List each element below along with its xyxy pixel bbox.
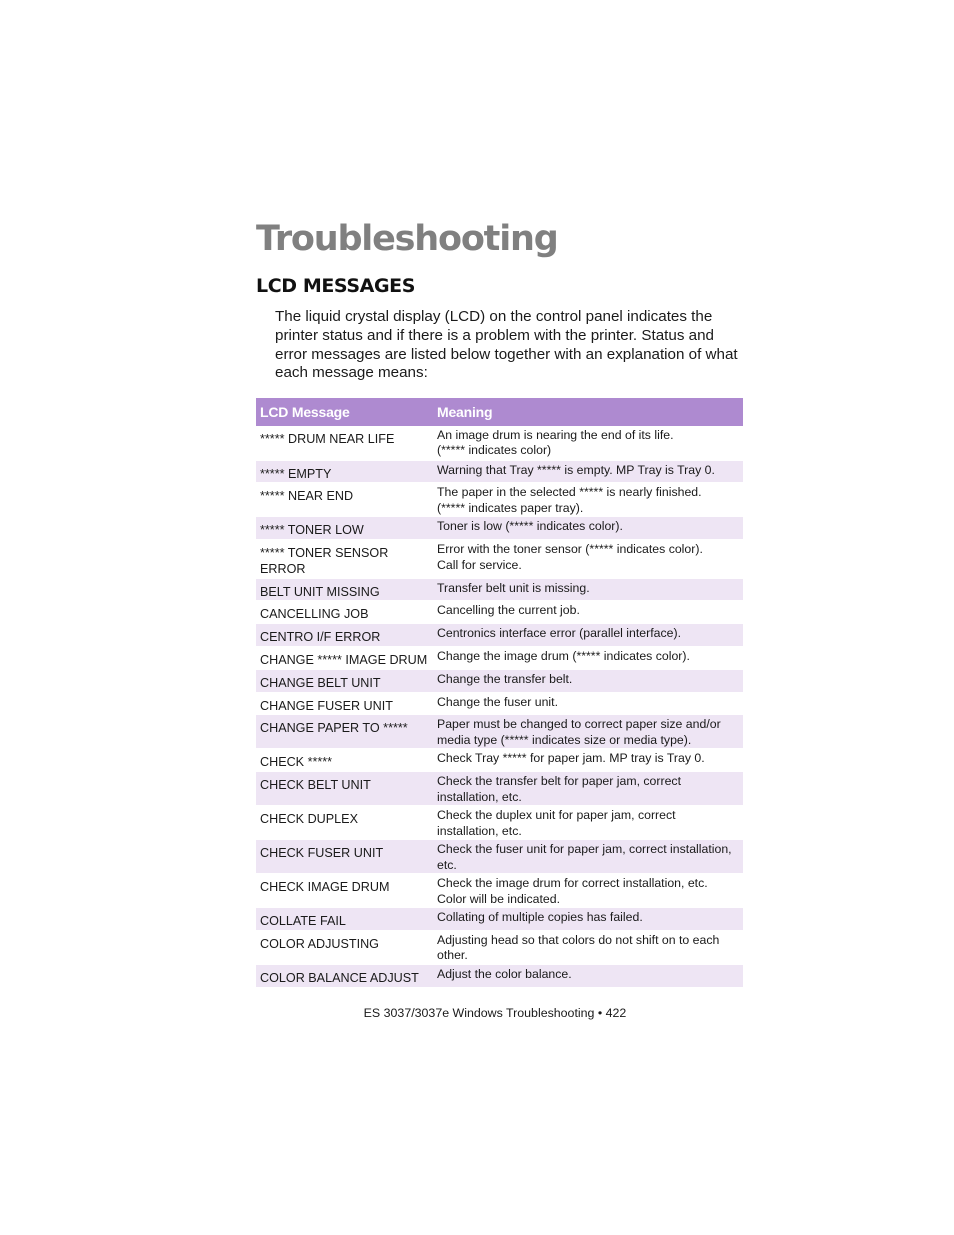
meaning-cell [434, 483, 743, 517]
table-row [256, 578, 743, 601]
table-row [256, 840, 743, 874]
meaning-cell [434, 931, 743, 965]
table-row [256, 806, 743, 840]
lcd-message-cell: CHECK FUSER UNIT [256, 840, 434, 874]
meaning-cell [434, 965, 743, 988]
header-lcd-message: LCD Message [256, 398, 434, 426]
table-row [256, 483, 743, 517]
lcd-message-cell: CANCELLING JOB [256, 601, 434, 624]
lcd-message-cell: CHANGE ***** IMAGE DRUM [256, 647, 434, 670]
meaning-line: Collating of multiple copies has failed. [437, 910, 643, 925]
table-row [256, 772, 743, 806]
table-row [256, 540, 743, 579]
table-row [256, 624, 743, 647]
intro-paragraph: The liquid crystal display (LCD) on the control panel indicates the printer status and if there is a problem with the printer. Status and error messages are listed below together with an explanation of what each message means: [275, 308, 738, 382]
lcd-message-cell: CHANGE PAPER TO ***** [256, 715, 434, 749]
meaning-line: The paper in the selected ***** is nearly finished. [437, 485, 702, 500]
meaning-line: Color will be indicated. [437, 891, 561, 906]
table-row [256, 908, 743, 931]
meaning-cell [434, 749, 743, 772]
meaning-line: Check the image drum for correct installation, etc. [437, 876, 708, 891]
meaning-cell [434, 517, 743, 540]
lcd-message-cell: CHANGE BELT UNIT [256, 669, 434, 692]
meaning-cell [434, 578, 743, 601]
meaning-cell [434, 426, 743, 460]
table-row [256, 517, 743, 540]
table-row [256, 749, 743, 772]
table-row [256, 931, 743, 965]
meaning-line: (***** indicates paper tray). [437, 500, 584, 515]
lcd-message-cell: ***** TONER LOW [256, 517, 434, 540]
lcd-message-cell: ***** TONER SENSOR ERROR [256, 540, 434, 579]
meaning-line: media type (***** indicates size or media type). [437, 732, 692, 747]
meaning-line: Change the transfer belt. [437, 671, 573, 686]
meaning-line: Check the fuser unit for paper jam, correct installation, [437, 842, 732, 857]
meaning-line: Toner is low (***** indicates color). [437, 519, 623, 534]
table-row [256, 715, 743, 749]
meaning-cell [434, 624, 743, 647]
meaning-cell [434, 647, 743, 670]
table-row [256, 426, 743, 460]
meaning-line: An image drum is nearing the end of its life. [437, 428, 674, 442]
meaning-cell [434, 715, 743, 749]
meaning-cell [434, 460, 743, 483]
lcd-message-cell: COLOR ADJUSTING [256, 931, 434, 965]
meaning-line: Change the image drum (***** indicates color). [437, 649, 690, 664]
meaning-cell [434, 692, 743, 715]
meaning-line: Transfer belt unit is missing. [437, 580, 590, 595]
meaning-cell [434, 540, 743, 579]
meaning-line: Warning that Tray ***** is empty. MP Tray is Tray 0. [437, 462, 715, 477]
meaning-line: Adjusting head so that colors do not shift on to each [437, 933, 720, 948]
lcd-message-cell: ***** DRUM NEAR LIFE [256, 426, 434, 460]
meaning-line: Check the duplex unit for paper jam, correct [437, 808, 676, 823]
meaning-line: installation, etc. [437, 789, 522, 804]
lcd-messages-table [256, 398, 743, 988]
section-heading: LCD MESSAGES [256, 275, 416, 297]
meaning-line: Adjust the color balance. [437, 967, 572, 982]
table-row [256, 874, 743, 908]
meaning-line: Paper must be changed to correct paper size and/or [437, 717, 721, 732]
lcd-message-cell: CENTRO I/F ERROR [256, 624, 434, 647]
lcd-message-cell: BELT UNIT MISSING [256, 578, 434, 601]
page-title: Troubleshooting [256, 219, 558, 259]
meaning-line: (***** indicates color) [437, 443, 552, 458]
header-meaning: Meaning [434, 398, 743, 426]
lcd-message-cell: ***** EMPTY [256, 460, 434, 483]
meaning-line: etc. [437, 857, 457, 872]
lcd-message-cell: COLLATE FAIL [256, 908, 434, 931]
table-body [256, 426, 743, 987]
lcd-message-cell: CHECK ***** [256, 749, 434, 772]
meaning-line: Change the fuser unit. [437, 694, 558, 709]
table-row [256, 669, 743, 692]
meaning-cell [434, 772, 743, 806]
meaning-line: other. [437, 948, 468, 963]
table-row [256, 601, 743, 624]
lcd-message-cell: ***** NEAR END [256, 483, 434, 517]
table-row [256, 460, 743, 483]
table-row [256, 692, 743, 715]
meaning-line: Check the transfer belt for paper jam, correct [437, 774, 681, 789]
meaning-cell [434, 874, 743, 908]
meaning-line: Call for service. [437, 557, 522, 572]
meaning-cell [434, 908, 743, 931]
meaning-line: Centronics interface error (parallel interface). [437, 626, 681, 641]
table-row [256, 965, 743, 988]
meaning-line: Cancelling the current job. [437, 603, 580, 618]
meaning-cell [434, 601, 743, 624]
meaning-cell [434, 669, 743, 692]
lcd-message-cell: CHECK BELT UNIT [256, 772, 434, 806]
lcd-message-cell: CHECK DUPLEX [256, 806, 434, 840]
meaning-line: Check Tray ***** for paper jam. MP tray is Tray 0. [437, 751, 705, 766]
table-header-row [256, 398, 743, 426]
lcd-message-cell: CHANGE FUSER UNIT [256, 692, 434, 715]
lcd-message-cell: COLOR BALANCE ADJUST [256, 965, 434, 988]
page-footer: ES 3037/3037e Windows Troubleshooting • 422 [363, 1006, 627, 1020]
meaning-line: installation, etc. [437, 823, 522, 838]
lcd-message-cell: CHECK IMAGE DRUM [256, 874, 434, 908]
table-row [256, 647, 743, 670]
meaning-line: Error with the toner sensor (***** indicates color). [437, 542, 703, 557]
meaning-cell [434, 840, 743, 874]
meaning-cell [434, 806, 743, 840]
